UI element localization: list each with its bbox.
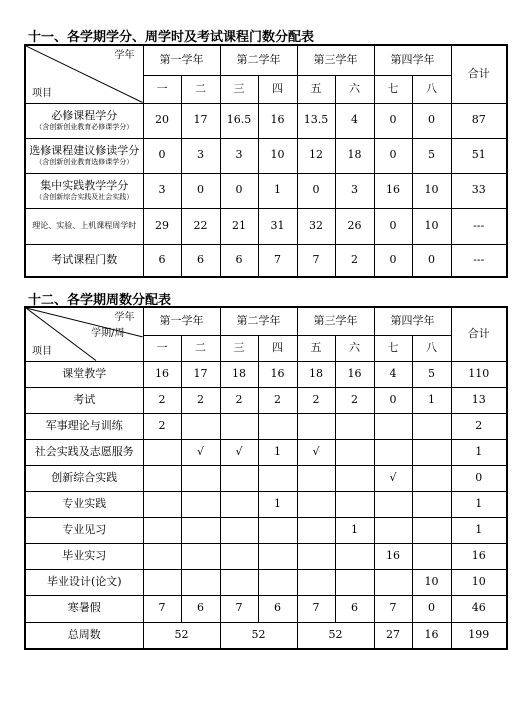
row-label: 考试	[25, 387, 143, 413]
cell: 7	[374, 595, 412, 622]
row-total: 16	[451, 543, 507, 569]
cell: 4	[335, 103, 374, 138]
year-header: 第三学年	[297, 45, 374, 75]
row-label: 创新综合实践	[25, 465, 143, 491]
year-header: 第二学年	[220, 45, 297, 75]
year-header: 第四学年	[374, 45, 451, 75]
cell: 1	[412, 387, 451, 413]
cell	[335, 543, 374, 569]
row-total: 1	[451, 491, 507, 517]
cell: 3	[220, 138, 258, 173]
table-row	[25, 173, 507, 208]
row-total: 87	[451, 103, 507, 138]
table1-corner-item: 项目	[32, 87, 52, 99]
table-row	[25, 208, 507, 244]
cell	[143, 439, 181, 465]
cell: 22	[181, 208, 220, 244]
row-total: 1	[451, 517, 507, 543]
cell: 6	[220, 244, 258, 277]
cell: 1	[335, 517, 374, 543]
cell	[412, 465, 451, 491]
row-total: 33	[451, 173, 507, 208]
cell	[297, 413, 335, 439]
cell	[374, 491, 412, 517]
row-total: ---	[451, 208, 507, 244]
cell: 0	[412, 103, 451, 138]
semester-header: 七	[374, 75, 412, 103]
cell: 1	[258, 173, 297, 208]
cell	[181, 491, 220, 517]
year-header: 第二学年	[220, 307, 297, 335]
cell	[220, 543, 258, 569]
cell	[258, 569, 297, 595]
row-label: 毕业设计(论文)	[25, 569, 143, 595]
row-label: 课堂教学	[25, 361, 143, 387]
cell: 1	[258, 491, 297, 517]
cell: 16	[335, 361, 374, 387]
semester-header: 一	[143, 335, 181, 361]
total-header: 合计	[451, 307, 507, 361]
table-row	[25, 439, 507, 465]
year-header: 第一学年	[143, 307, 220, 335]
year-header: 第四学年	[374, 307, 451, 335]
cell	[412, 491, 451, 517]
cell	[143, 491, 181, 517]
row-total: 2	[451, 413, 507, 439]
cell: √	[297, 439, 335, 465]
cell: 0	[374, 208, 412, 244]
row-label: 寒暑假	[25, 595, 143, 622]
cell	[374, 569, 412, 595]
cell	[143, 517, 181, 543]
row-label: 专业见习	[25, 517, 143, 543]
cell: 16	[374, 173, 412, 208]
cell: 16	[374, 543, 412, 569]
cell: 0	[297, 173, 335, 208]
cell: 3	[181, 138, 220, 173]
cell	[412, 543, 451, 569]
cell	[143, 543, 181, 569]
semester-header: 八	[412, 335, 451, 361]
table-row	[25, 413, 507, 439]
cell: 26	[335, 208, 374, 244]
cell: 5	[412, 138, 451, 173]
semester-header: 五	[297, 75, 335, 103]
cell: 2	[297, 387, 335, 413]
cell: 29	[143, 208, 181, 244]
cell: 6	[181, 244, 220, 277]
cell: 18	[335, 138, 374, 173]
row-total: 10	[451, 569, 507, 595]
row-label: 选修课程建议修读学分 （含创新创业教育选修课学分）	[25, 138, 143, 173]
semester-header: 六	[335, 335, 374, 361]
table2-corner-header	[25, 307, 143, 361]
row-label: 考试课程门数	[25, 244, 143, 277]
cell: 1	[258, 439, 297, 465]
year-total-cell: 52	[143, 622, 220, 649]
semester-header: 二	[181, 75, 220, 103]
cell: 17	[181, 103, 220, 138]
cell: 12	[297, 138, 335, 173]
table-row	[25, 103, 507, 138]
cell: 10	[258, 138, 297, 173]
cell: 7	[297, 595, 335, 622]
total-header: 合计	[451, 45, 507, 103]
cell	[412, 439, 451, 465]
cell: 10	[412, 569, 451, 595]
semester-header: 五	[297, 335, 335, 361]
cell: 10	[412, 208, 451, 244]
table-row	[25, 387, 507, 413]
cell: 2	[143, 387, 181, 413]
table-row	[25, 595, 507, 622]
cell: 16	[258, 103, 297, 138]
cell	[335, 491, 374, 517]
cell: 16	[258, 361, 297, 387]
cell: 3	[143, 173, 181, 208]
cell	[297, 517, 335, 543]
cell: 16	[143, 361, 181, 387]
cell	[335, 413, 374, 439]
year-header: 第三学年	[297, 307, 374, 335]
weeks-distribution-table	[24, 306, 508, 650]
cell: 2	[181, 387, 220, 413]
cell: 0	[374, 244, 412, 277]
cell: √	[181, 439, 220, 465]
cell: 2	[220, 387, 258, 413]
table-row	[25, 543, 507, 569]
cell: 0	[143, 138, 181, 173]
row-total: 0	[451, 465, 507, 491]
cell: 4	[374, 361, 412, 387]
cell: 17	[181, 361, 220, 387]
cell	[220, 465, 258, 491]
table-row	[25, 491, 507, 517]
cell: 6	[258, 595, 297, 622]
cell: 7	[220, 595, 258, 622]
year-header: 第一学年	[143, 45, 220, 75]
cell	[181, 569, 220, 595]
row-label: 理论、实验、上机课程周学时	[25, 208, 143, 244]
row-label: 军事理论与训练	[25, 413, 143, 439]
semester-header: 八	[412, 75, 451, 103]
row-label: 集中实践教学学分 （含创新综合实践及社会实践）	[25, 173, 143, 208]
table2-title: 十二、各学期周数分配表	[28, 293, 172, 308]
semester-header: 一	[143, 75, 181, 103]
row-label: 专业实践	[25, 491, 143, 517]
year-total-cell: 52	[297, 622, 374, 649]
cell: 16	[412, 622, 451, 649]
cell	[258, 543, 297, 569]
cell	[297, 465, 335, 491]
cell	[258, 517, 297, 543]
year-total-cell: 52	[220, 622, 297, 649]
semester-header: 三	[220, 75, 258, 103]
cell	[335, 465, 374, 491]
cell	[412, 413, 451, 439]
cell	[374, 517, 412, 543]
cell	[181, 517, 220, 543]
table-row	[25, 244, 507, 277]
table1-corner-header	[25, 45, 143, 103]
cell: 2	[143, 413, 181, 439]
cell: 31	[258, 208, 297, 244]
table2-corner-item: 项目	[32, 345, 52, 357]
cell: 2	[258, 387, 297, 413]
cell: 6	[143, 244, 181, 277]
cell: 2	[335, 244, 374, 277]
row-total: 1	[451, 439, 507, 465]
row-label: 必修课程学分 （含创新创业教育必修课学分）	[25, 103, 143, 138]
cell	[181, 465, 220, 491]
row-label: 总周数	[25, 622, 143, 649]
cell: 18	[220, 361, 258, 387]
cell: 0	[412, 244, 451, 277]
cell: 0	[374, 387, 412, 413]
table1-corner-year: 学年	[114, 50, 135, 61]
cell: 13.5	[297, 103, 335, 138]
cell	[335, 569, 374, 595]
cell	[412, 517, 451, 543]
semester-header: 六	[335, 75, 374, 103]
semester-header: 三	[220, 335, 258, 361]
cell: 6	[335, 595, 374, 622]
row-total: 13	[451, 387, 507, 413]
cell: 16.5	[220, 103, 258, 138]
cell	[220, 569, 258, 595]
row-label: 毕业实习	[25, 543, 143, 569]
row-total: 51	[451, 138, 507, 173]
table-row	[25, 569, 507, 595]
cell: 32	[297, 208, 335, 244]
table-row	[25, 138, 507, 173]
cell: 27	[374, 622, 412, 649]
cell: 0	[412, 595, 451, 622]
cell	[220, 413, 258, 439]
row-total: 199	[451, 622, 507, 649]
row-label: 社会实践及志愿服务	[25, 439, 143, 465]
cell	[258, 465, 297, 491]
cell: 0	[374, 103, 412, 138]
semester-header: 二	[181, 335, 220, 361]
semester-header: 四	[258, 335, 297, 361]
cell: 10	[412, 173, 451, 208]
cell	[297, 569, 335, 595]
row-total: ---	[451, 244, 507, 277]
cell	[181, 413, 220, 439]
cell: 21	[220, 208, 258, 244]
cell	[220, 517, 258, 543]
cell: 7	[258, 244, 297, 277]
table-row	[25, 517, 507, 543]
credit-distribution-table	[24, 44, 508, 278]
semester-header: 四	[258, 75, 297, 103]
row-total: 110	[451, 361, 507, 387]
cell: 5	[412, 361, 451, 387]
cell	[297, 543, 335, 569]
cell: 20	[143, 103, 181, 138]
cell	[374, 439, 412, 465]
cell	[181, 543, 220, 569]
cell: 0	[374, 138, 412, 173]
cell: 7	[297, 244, 335, 277]
table-row	[25, 361, 507, 387]
cell: 0	[181, 173, 220, 208]
cell: 2	[335, 387, 374, 413]
cell: 18	[297, 361, 335, 387]
cell	[220, 491, 258, 517]
table-row-total-weeks	[25, 622, 507, 649]
cell: 3	[335, 173, 374, 208]
cell	[374, 413, 412, 439]
cell	[258, 413, 297, 439]
row-total: 46	[451, 595, 507, 622]
cell: 0	[220, 173, 258, 208]
semester-header: 七	[374, 335, 412, 361]
table2-corner-year: 学年	[114, 312, 135, 323]
cell	[335, 439, 374, 465]
table1-title: 十一、各学期学分、周学时及考试课程门数分配表	[28, 30, 315, 45]
cell	[143, 465, 181, 491]
cell: √	[374, 465, 412, 491]
cell	[143, 569, 181, 595]
cell: 7	[143, 595, 181, 622]
cell	[297, 491, 335, 517]
cell: √	[220, 439, 258, 465]
cell: 6	[181, 595, 220, 622]
table-row	[25, 465, 507, 491]
table2-corner-semester: 学期/周	[91, 328, 125, 339]
